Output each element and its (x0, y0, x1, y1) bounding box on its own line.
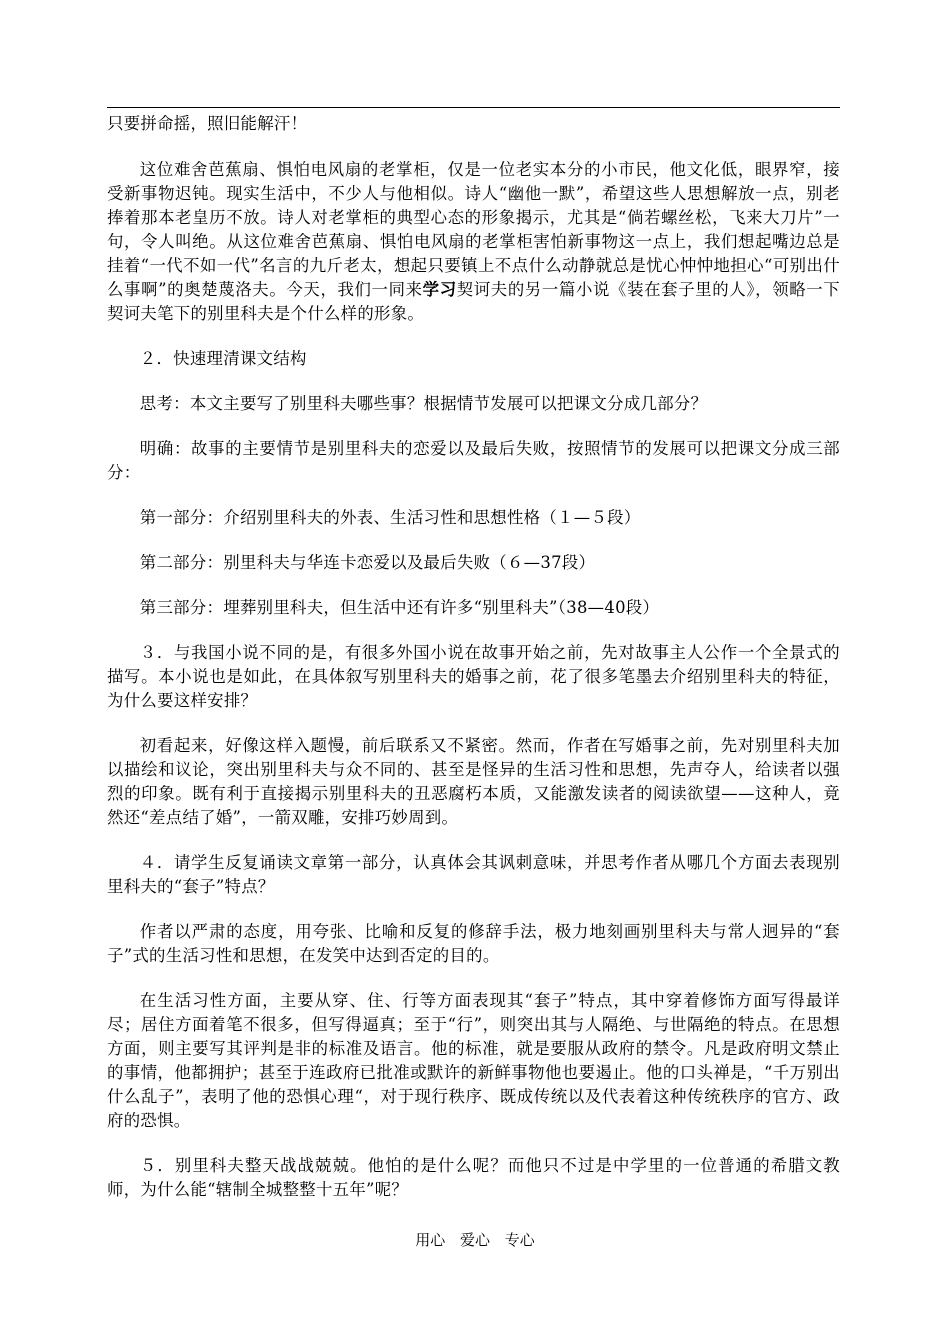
part-one: 第一部分：介绍别里科夫的外表、生活习性和思想性格（１—５段） (139, 508, 641, 527)
part-three: 第三部分：埋葬别里科夫，但生活中还有许多“别里科夫”（38—40段） (139, 598, 660, 617)
part-two: 第二部分：别里科夫与华连卡恋爱以及最后失败（６—37段） (139, 553, 596, 572)
paragraph-answer: 明确：故事的主要情节是别里科夫的恋爱以及最后失败，按照情节的发展可以把课文分成三部分： (107, 439, 840, 482)
section-heading-2: ２．快速理清课文结构 (139, 349, 307, 368)
paragraph-intro (107, 158, 840, 326)
section-heading-5: ５．别里科夫整天战战兢兢。他怕的是什么呢？而他只不过是中学里的一位普通的希腊文教师，为什么能“辖制全城整整十五年”呢？ (107, 1156, 840, 1199)
bold-word-study: 学习 (422, 280, 457, 299)
page-footer: 用心 爱心 专心 (415, 1231, 535, 1249)
header-rule (107, 107, 840, 108)
section-heading-3: ３．与我国小说不同的是，有很多外国小说在故事开始之前，先对故事主人公作一个全景式的描写。本小说也是如此，在具体叙写别里科夫的婚事之前，花了很多笔墨去介绍别里科夫的特征，为什么要这样安排？ (107, 643, 840, 710)
document-body (107, 112, 840, 1202)
paragraph-intro-text-1: 这位难舍芭蕉扇、惧怕电风扇的老掌柜，仅是一位老实本分的小市民，他文化低，眼界窄，接受新事物迟钝。现实生活中，不少人与他相似。诗人“幽他一默”，希望这些人思想解放一点，别老捧着那本老皇历不放。诗人对老掌柜的典型心态的形象揭示，尤其是“倘若螺丝松，飞来大刀片”一句，令人叫绝。从这位难舍芭蕉扇、惧怕电风扇的老掌柜害怕新事物这一点上，我们想起嘴边总是挂着“一代不如一代”名言的九斤老太，想起只要镇上不点什么动静就总是忧心忡忡地担心“可别出什么事啊”的奥楚蔑洛夫。今天，我们一同来 (107, 160, 840, 299)
section-heading-4: ４．请学生反复诵读文章第一部分，认真体会其讽刺意味，并思考作者从哪几个方面去表现别里科夫的“套子”特点？ (107, 853, 840, 896)
paragraph-intro-text-2: 契诃夫的另一篇小说《装在套子里的人》，领略一下契诃夫笔下的别里科夫是个什么样的形象。 (107, 280, 840, 323)
paragraph-question: 思考：本文主要写了别里科夫哪些事？根据情节发展可以把课文分成几部分？ (139, 394, 708, 413)
paragraph-analysis-4a: 作者以严肃的态度，用夸张、比喻和反复的修辞手法，极力地刻画别里科夫与常人迥异的“套子”式的生活习性和思想，在发笑中达到否定的目的。 (107, 922, 840, 965)
paragraph-analysis-3: 初看起来，好像这样入题慢，前后联系又不紧密。然而，作者在写婚事之前，先对别里科夫加以描绘和议论，突出别里科夫与众不同的、甚至是怪异的生活习性和思想，先声夺人，给读者以强烈的印象。既有利于直接揭示别里科夫的丑恶腐朽本质，又能激发读者的阅读欲望——这种人，竟然还“差点结了婚”，一箭双雕，安排巧妙周到。 (107, 736, 840, 827)
paragraph-analysis-4b: 在生活习性方面，主要从穿、住、行等方面表现其“套子”特点，其中穿着修饰方面写得最详尽；居住方面着笔不很多，但写得逼真；至于“行”，则突出其与人隔绝、与世隔绝的特点。在思想方面，则主要写其评判是非的标准及语言。他的标准，就是要服从政府的禁令。凡是政府明文禁止的事情，他都拥护；甚至于连政府已批准或默许的新鲜事物他也要遏止。他的口头禅是，“千万别出什么乱子”，表明了他的恐惧心理“，对于现行秩序、既成传统以及代表着这种传统秩序的官方、政府的恐惧。 (107, 991, 840, 1130)
paragraph-continuation: 只要拼命摇，照旧能解汗！ (107, 114, 308, 133)
